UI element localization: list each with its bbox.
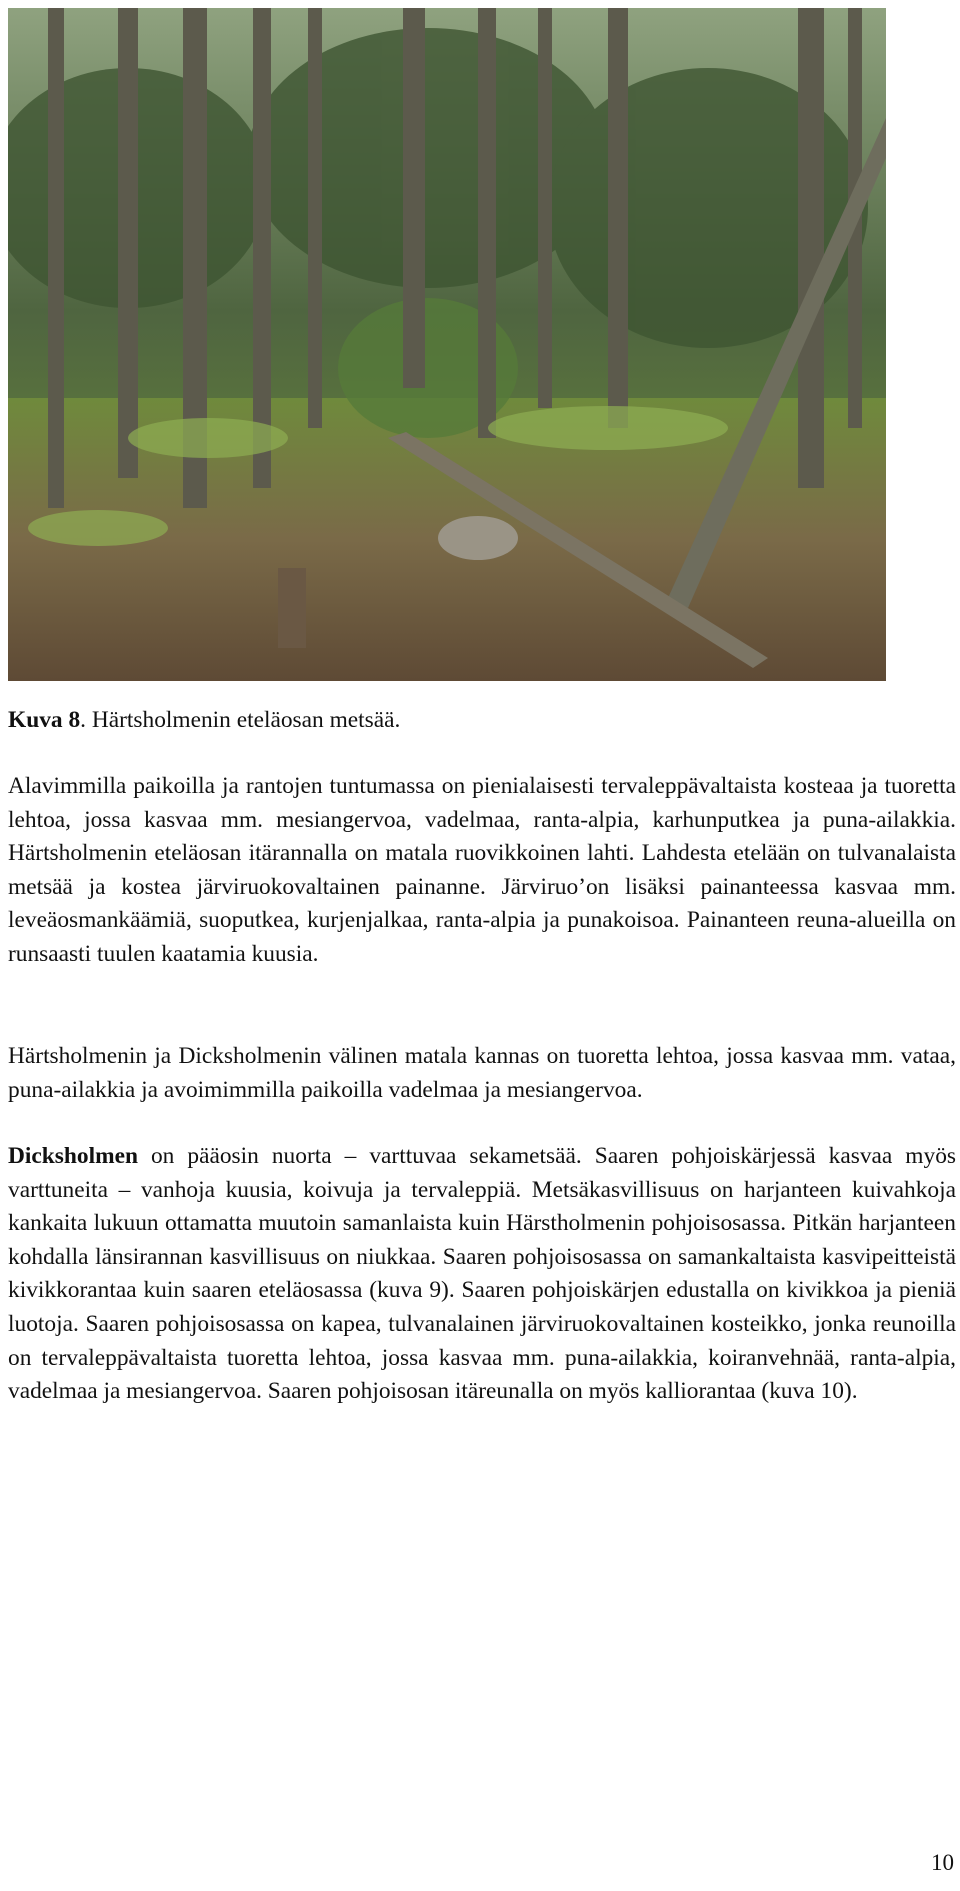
paragraph-3-lead: Dicksholmen [8, 1143, 138, 1169]
caption-label: Kuva 8 [8, 707, 81, 733]
forest-photo [8, 8, 886, 681]
paragraph-2 [8, 1040, 956, 1107]
paragraph-3-text: on pääosin nuorta – varttuvaa sekametsää. Saaren pohjoiskärjessä kasvaa myös varttuneita – vanhoja kuusia, koivuja ja tervaleppiä. Metsäkasvillisuus on harjanteen kuivahkoja kankaita lukuun ottamatta muutoin samanlaista kuin Härstholmenin pohjoisosassa. Pitkän harjanteen kohdalla länsirannan kasvillisuus on niukkaa. Saaren pohjoisosassa on samankaltaista kasvipeitteistä kivikkorantaa kuin saaren eteläosassa (kuva 9). Saaren pohjoiskärjen edustalla on kivikkoa ja pieniä luotoja. Saaren pohjoisosassa on kapea, tulvanalainen järviruokovaltainen kosteikko, jonka reunoilla on tervaleppävaltaista tuoretta lehtoa, jossa kasvaa mm. puna-ailakkia, koiranvehnää, ranta-alpia, vadelmaa ja mesiangervoa. Saaren pohjoisosan itäreunalla on myös kalliorantaa (kuva 10). [8, 1143, 956, 1405]
paragraph-3 [8, 1140, 956, 1409]
forest-image-icon [8, 8, 886, 681]
paragraph-1 [8, 770, 956, 972]
paragraph-2-text: Härtsholmenin ja Dicksholmenin välinen matala kannas on tuoretta lehtoa, jossa kasvaa mm. vataa, puna-ailakkia ja avoimimmilla paikoilla vadelmaa ja mesiangervoa. [8, 1043, 956, 1103]
paragraph-1-text: Alavimmilla paikoilla ja rantojen tuntumassa on pienialaisesti tervaleppävaltaista kosteaa ja tuoretta lehtoa, jossa kasvaa mm. mesiangervoa, vadelmaa, ranta-alpia, karhunputkea ja puna-ailakkia. Härtsholmenin eteläosan itärannalla on matala ruovikkoinen lahti. Lahdesta etelään on tulvanalaista metsää ja kostea järviruokovaltainen painanne. Järviruo’on lisäksi painanteessa kasvaa mm. leveäosmankäämiä, suoputkea, kurjenjalkaa, ranta-alpia ja punakoisoa. Painanteen reuna-alueilla on runsaasti tuulen kaatamia kuusia. [8, 773, 956, 967]
caption-text: . Härtsholmenin eteläosan metsää. [80, 707, 401, 733]
figure-caption [8, 704, 956, 738]
page-number: 10 [931, 1850, 954, 1875]
